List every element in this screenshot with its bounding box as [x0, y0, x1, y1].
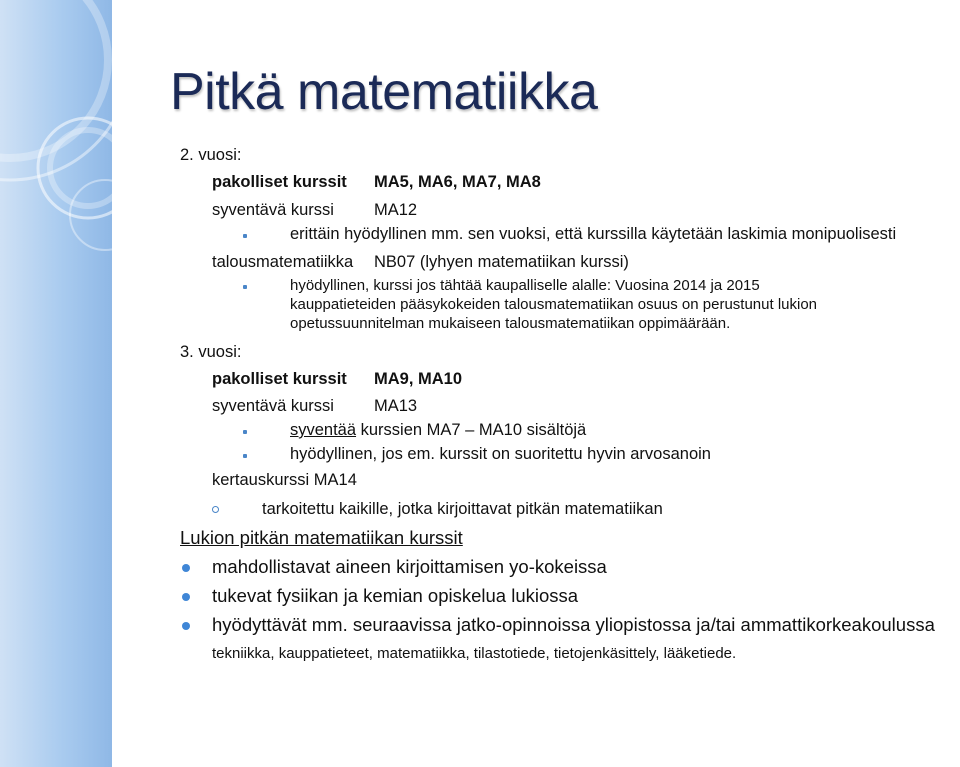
mandatory-courses: MA9, MA10 — [374, 370, 463, 388]
finance-note-line-2: kauppatieteiden pääsykokeiden talousmatematiikan osuus on perustunut lukion — [290, 296, 818, 313]
courses-link[interactable]: Lukion pitkän matematiikan kurssit — [180, 527, 463, 548]
finance-label: talousmatematiikka — [212, 253, 354, 271]
year2-finance-row — [212, 253, 629, 272]
bullet-icon — [243, 285, 247, 289]
mandatory-label: pakolliset kurssit — [212, 370, 347, 388]
fields-list: tekniikka, kauppatieteet, matematiikka, tilastotiede, tietojenkäsittely, lääketiede. — [212, 645, 737, 662]
advanced-courses: MA12 — [374, 201, 418, 219]
bullet-dot-icon — [182, 593, 190, 601]
year2-mandatory-row — [212, 173, 541, 192]
benefit-item-3: hyödyttävät mm. seuraavissa jatko-opinnoissa yliopistossa ja/tai ammattikorkeakoulussa — [212, 614, 935, 635]
benefit-item-1: mahdollistavat aineen kirjoittamisen yo-kokeissa — [212, 556, 607, 577]
bullet-dot-icon — [182, 622, 190, 630]
bullet-dot-icon — [182, 564, 190, 572]
mandatory-label: pakolliset kurssit — [212, 173, 347, 191]
finance-note-line-1: hyödyllinen, kurssi jos tähtää kaupalliselle alalle: Vuosina 2014 ja 2015 — [290, 277, 760, 294]
bullet-icon — [243, 430, 247, 434]
year3-advanced-row — [212, 397, 417, 416]
advanced-label: syventävä kurssi — [212, 201, 334, 219]
advanced-label: syventävä kurssi — [212, 397, 334, 415]
mandatory-courses: MA5, MA6, MA7, MA8 — [374, 173, 541, 191]
year2-advanced-note: erittäin hyödyllinen mm. sen vuoksi, että kurssilla käytetään laskimia monipuolisesti — [290, 225, 897, 243]
year2-label: 2. vuosi: — [180, 146, 242, 164]
advanced-courses: MA13 — [374, 397, 418, 415]
decorative-sidebar — [0, 0, 112, 767]
year3-review-note: tarkoitettu kaikille, jotka kirjoittavat pitkän matematiikan — [262, 500, 663, 518]
finance-note-line-3: opetussuunnitelman mukaiseen talousmatematiikan oppimäärään. — [290, 315, 731, 332]
underlined-word: syventää — [290, 421, 357, 439]
year2-advanced-row — [212, 201, 417, 220]
page-title: Pitkä matematiikka — [170, 63, 598, 121]
note-rest: kurssien MA7 – MA10 sisältöjä — [356, 421, 587, 439]
finance-courses: NB07 (lyhyen matematiikan kurssi) — [374, 253, 629, 271]
bullet-icon — [243, 234, 247, 238]
year3-review: kertauskurssi MA14 — [212, 471, 357, 489]
year3-label: 3. vuosi: — [180, 343, 242, 361]
year3-mandatory-row — [212, 370, 462, 389]
bullet-circle-icon — [212, 506, 219, 513]
benefit-item-2: tukevat fysiikan ja kemian opiskelua lukiossa — [212, 585, 579, 606]
year3-advanced-note-1 — [290, 421, 586, 440]
bullet-icon — [243, 454, 247, 458]
ring-decoration-icon — [0, 0, 112, 767]
year3-advanced-note-2: hyödyllinen, jos em. kurssit on suoritettu hyvin arvosanoin — [290, 445, 711, 463]
